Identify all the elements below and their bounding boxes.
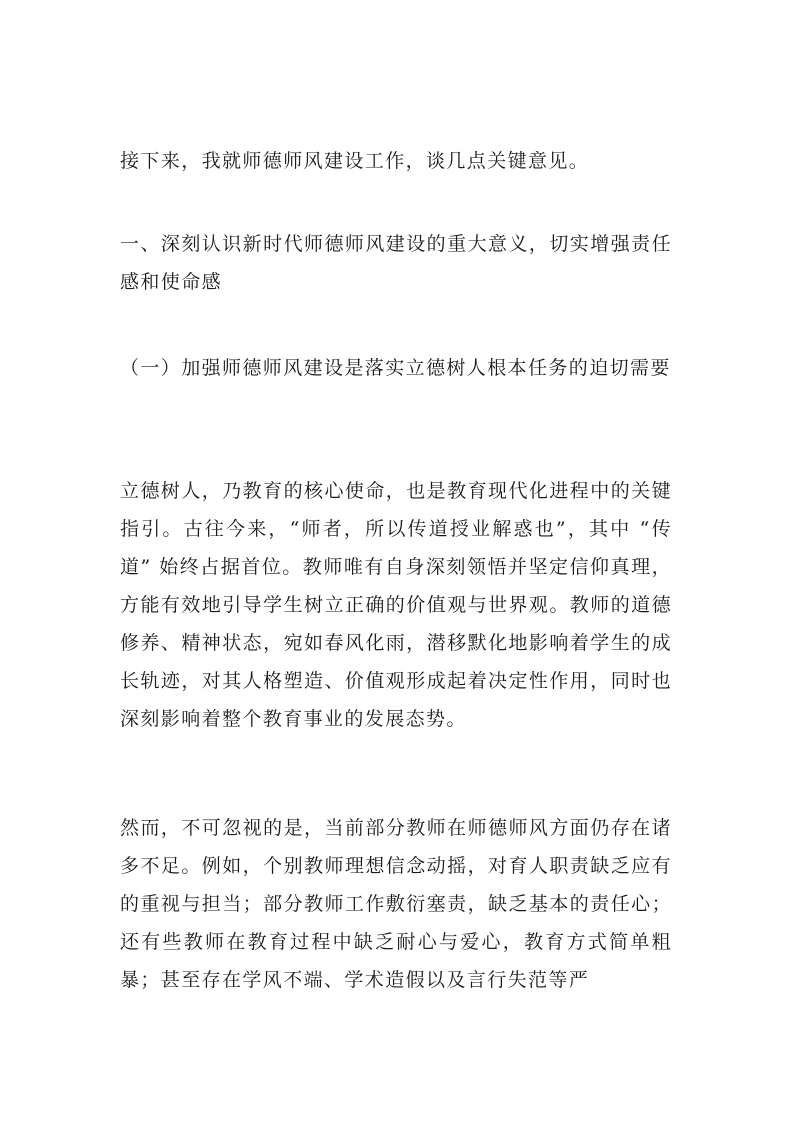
body-paragraph-2: 然而，不可忽视的是，当前部分教师在师德师风方面仍存在诸多不足。例如，个别教师理想信念动摇，对育人职责缺乏应有的重视与担当；部分教师工作敷衍塞责，缺乏基本的责任心；还有些教师在教育过程中缺乏耐心与爱心，教育方式简单粗暴；甚至存在学风不端、学术造假以及言行失范等严 xyxy=(120,817,672,991)
body-paragraph-1: 立德树人，乃教育的核心使命，也是教育现代化进程中的关键指引。古往今来，“师者，所以传道授业解惑也”，其中 “传道” 始终占据首位。教师唯有自身深刻领悟并坚定信仰真理，方能有效地引导学生树立正确的价值观与世界观。教师的道德修养、精神状态，宛如春风化雨，潜移默化地影响着学生的成长轨迹，对其人格塑造、价值观形成起着决定性作用，同时也深刻影响着整个教育事业的发展态势。 xyxy=(120,480,672,730)
subsection-heading: （一）加强师德师风建设是落实立德树人根本任务的迫切需要 xyxy=(120,357,671,379)
intro-paragraph: 接下来，我就师德师风建设工作，谈几点关键意见。 xyxy=(120,150,590,172)
section-heading: 一、深刻认识新时代师德师风建设的重大意义，切实增强责任感和使命感 xyxy=(120,233,672,293)
